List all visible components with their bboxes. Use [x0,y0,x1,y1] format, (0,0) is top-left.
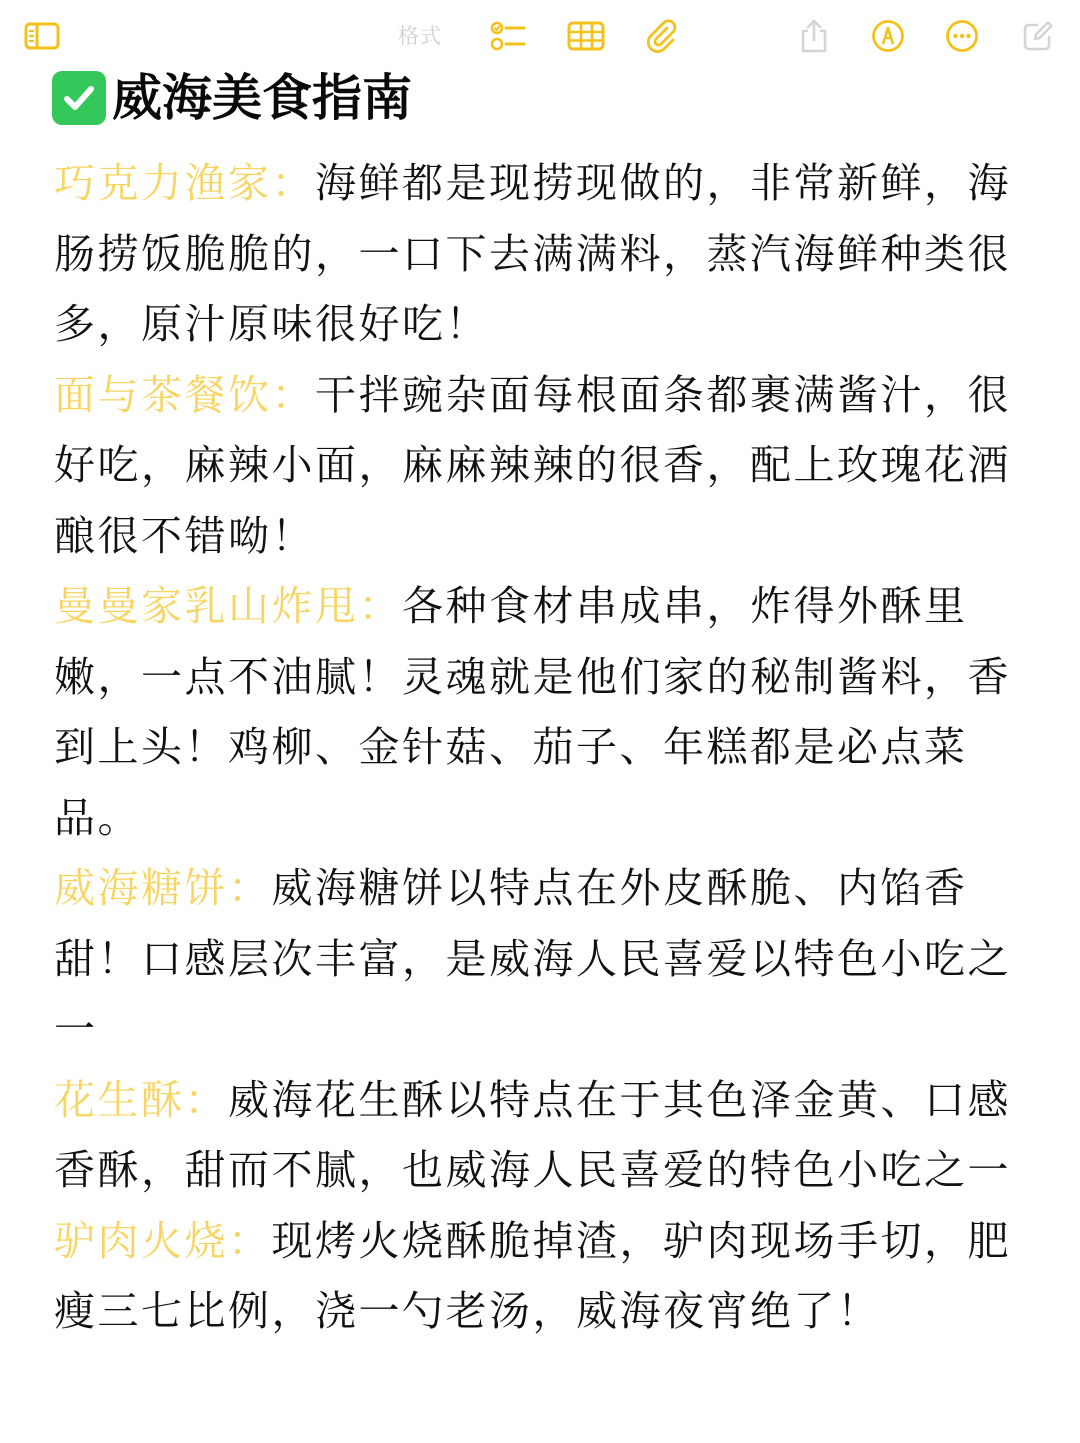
note-body[interactable] [54,148,1040,1347]
food-entry [54,571,1040,853]
note-title[interactable] [52,62,412,134]
share-icon [799,18,829,54]
food-entry [54,360,1040,572]
new-note-button[interactable] [1016,14,1060,58]
table-button[interactable] [564,14,608,58]
markup-pen-icon [871,19,905,53]
format-button[interactable]: 格式 [398,24,442,48]
food-entry-text: 威海花生酥以特点在于其色泽金黄、口感香酥，甜而不腻，也威海人民喜爱的特色小吃之一 [54,1075,1011,1194]
food-entry-name: 驴肉火烧： [54,1216,272,1265]
food-entry-text: 各种食材串成串，炸得外酥里嫩，一点不油腻！灵魂就是他们家的秘制酱料，香到上头！鸡柳、金针菇、茄子、年糕都是必点菜品。 [54,582,1011,842]
food-entry-name: 威海糖饼： [54,864,272,912]
share-button[interactable] [792,14,836,58]
food-entry-name: 曼曼家乳山炸甩： [54,582,402,630]
checklist-icon [490,20,526,52]
attachment-button[interactable] [640,14,684,58]
note-title-text: 威海美食指南 [112,69,412,127]
more-icon [945,19,979,53]
food-entry [54,148,1040,360]
attachment-icon [645,19,679,53]
food-entry-text: 威海糖饼以特点在外皮酥脆、内馅香甜！口感层次丰富，是威海人民喜爱以特色小吃之一 [54,864,1011,1053]
food-entry-text: 干拌豌杂面每根面条都裹满酱汁，很好吃，麻辣小面，麻麻辣辣的很香，配上玫瑰花酒酿很不错呦！ [54,370,1011,560]
compose-icon [1021,19,1055,53]
food-entry-text: 海鲜都是现捞现做的，非常新鲜，海肠捞饭脆脆的，一口下去满满料，蒸汽海鲜种类很多，原汁原味很好吃！ [54,159,1011,348]
sidebar-icon [24,22,60,50]
food-entry-name: 面与茶餐饮： [54,370,315,419]
food-entry [54,853,1040,1065]
checklist-button[interactable] [486,14,530,58]
table-icon [567,21,605,51]
food-entry-name: 巧克力渔家： [54,159,315,207]
food-entry [54,1065,1040,1206]
markup-button[interactable] [866,14,910,58]
food-entry [54,1206,1040,1347]
more-options-button[interactable] [940,14,984,58]
food-entry-text: 现烤火烧酥脆掉渣，驴肉现场手切，肥瘦三七比例，浇一勺老汤，威海夜宵绝了！ [54,1216,1011,1335]
sidebar-toggle-button[interactable] [20,14,64,58]
check-mark-emoji-icon [52,71,106,125]
food-entry-name: 花生酥： [54,1075,228,1124]
